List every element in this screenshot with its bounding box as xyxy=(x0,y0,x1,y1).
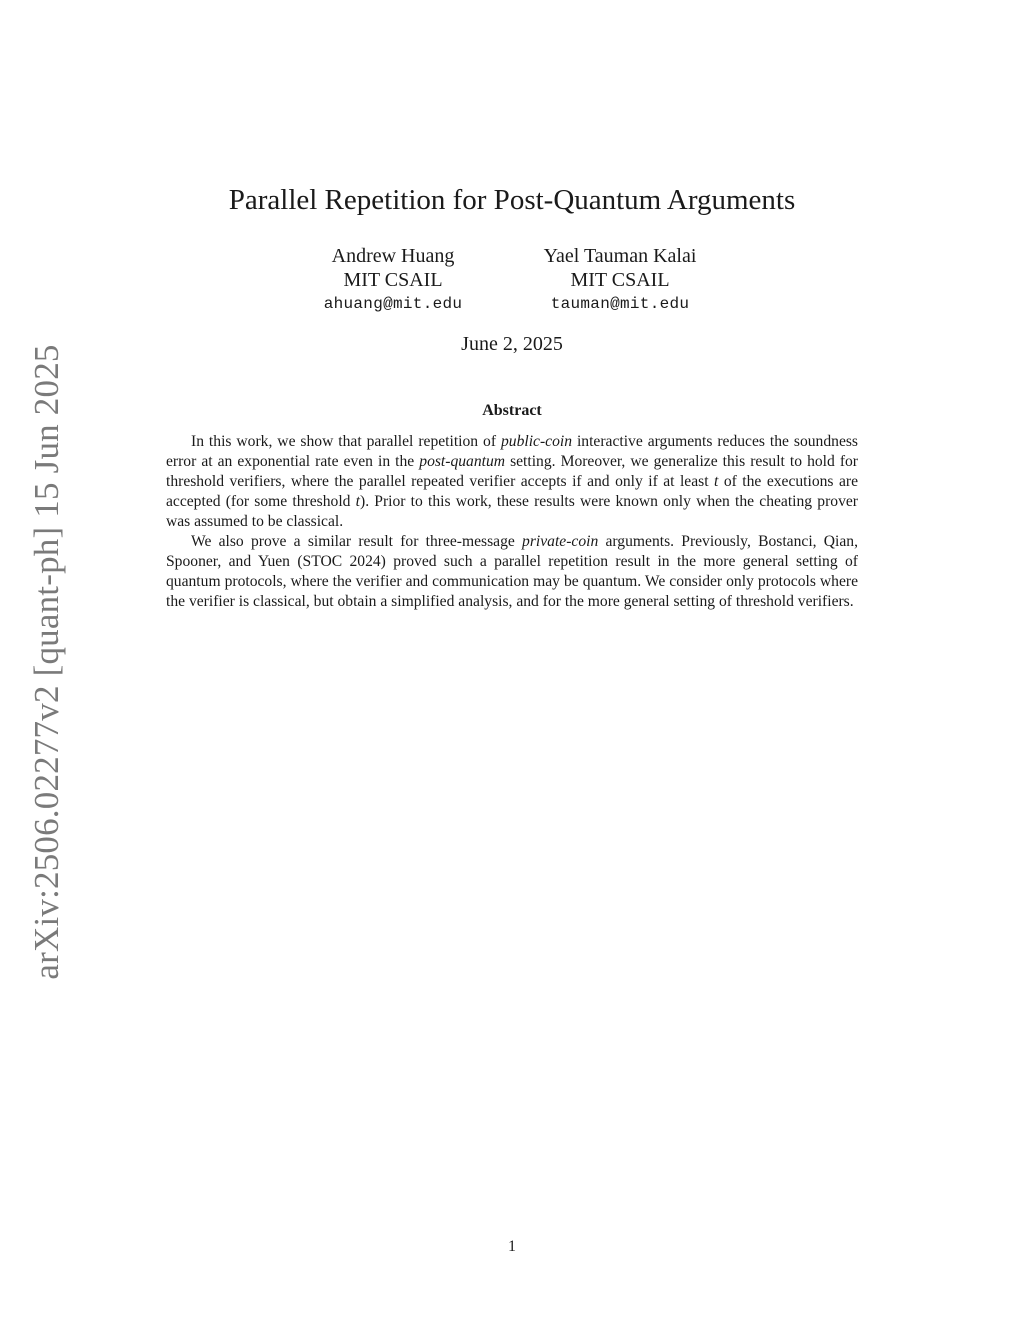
author-affiliation: MIT CSAIL xyxy=(570,269,670,291)
author-block-2 xyxy=(522,244,718,316)
author-name: Yael Tauman Kalai xyxy=(543,245,697,267)
abstract-body xyxy=(166,432,858,612)
paper-title: Parallel Repetition for Post-Quantum Arguments xyxy=(228,184,796,216)
author-email: ahuang@mit.edu xyxy=(323,295,463,313)
author-name: Andrew Huang xyxy=(331,245,455,267)
author-block-1 xyxy=(302,244,484,316)
abstract-paragraph-2: We also prove a similar result for three-message private-coin arguments. Previously, Bostanci, Qian, Spooner, and Yuen (STOC 2024) proved such a parallel repetition result in the more general setting of quantum protocols, where the verifier and communication may be quantum. We consider only protocols where the verifier is classical, but obtain a simplified analysis, and for the more general setting of threshold verifiers. xyxy=(166,533,858,610)
abstract-paragraph-1: In this work, we show that parallel repetition of public-coin interactive arguments reduces the soundness error at an exponential rate even in the post-quantum setting. Moreover, we generalize this result to hold for threshold verifiers, where the parallel repeated verifier accepts if and only if at least t of the executions are accepted (for some threshold t). Prior to this work, these results were known only when the cheating prover was assumed to be classical. xyxy=(166,433,859,530)
arxiv-identifier-stamp: arXiv:2506.02277v2 [quant-ph] 15 Jun 2025 xyxy=(27,344,66,980)
paper-date: June 2, 2025 xyxy=(461,333,563,355)
author-email: tauman@mit.edu xyxy=(550,295,690,313)
page-number: 1 xyxy=(508,1238,516,1255)
author-affiliation: MIT CSAIL xyxy=(343,269,443,291)
abstract-heading: Abstract xyxy=(482,402,542,419)
